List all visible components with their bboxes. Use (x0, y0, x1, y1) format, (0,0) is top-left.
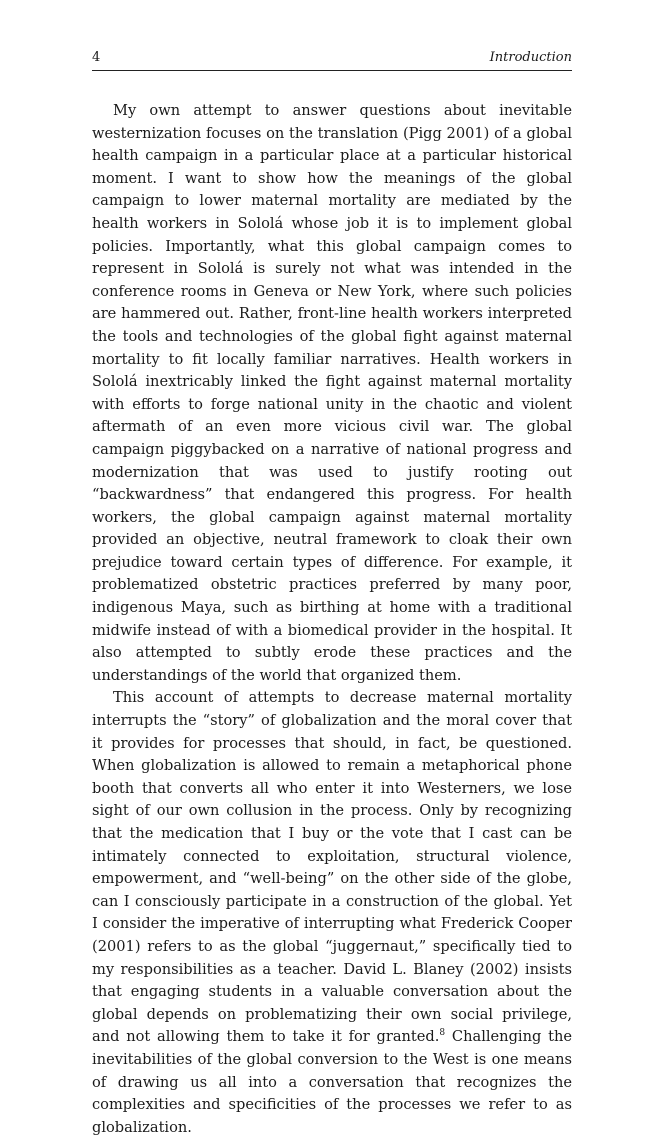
running-head (92, 50, 572, 71)
page-number: 4 (92, 50, 101, 65)
paragraph-2-text-continued: Challenging the inevitabilities of the global conversion to the West is one means of drawing us all into a conversation that recognizes the complexities and specificities of the processes we refer to as globalization. (92, 1028, 572, 1136)
paragraph-2-text: This account of attempts to decrease maternal mortality interrupts the “story” of globalization and the moral cover that it provides for processes that should, in fact, be questioned. When globalization is allowed to remain a metaphorical phone booth that converts all who enter it into Westerners, we lose sight of our own collusion in the process. Only by recognizing that the medication that I buy or the vote that I cast can be intimately connected to exploitation, structural violence, empowerment, and “well-being” on the other side of the globe, can I consciously participate in a construction of the global. Yet I consider the imperative of interrupting what Frederick Cooper (2001) refers to as the global “juggernaut,” specifically tied to my responsibilities as a teacher. David L. Blaney (2002) insists that engaging students in a valuable conversation about the global depends on problematizing their own social privilege, and not allowing them to take it for granted. (92, 689, 572, 1046)
paragraph-1: My own attempt to answer questions about inevitable westernization focuses on the translation (Pigg 2001) of a global health campaign in a particular place at a particular historical moment. I want to show how the meanings of the global campaign to lower maternal mortality are mediated by the health workers in Sololá whose job it is to implement global policies. Importantly, what this global campaign comes to represent in Sololá is surely not what was intended in the conference rooms in Geneva or New York, where such policies are hammered out. Rather, front-line health workers interpreted the tools and technologies of the global fight against maternal mortality to fit locally familiar narratives. Health workers in Sololá inextricably linked the fight against maternal mortality with efforts to forge national unity in the chaotic and violent aftermath of an even more vicious civil war. The global campaign piggybacked on a narrative of national progress and modernization that was used to justify rooting out “backwardness” that endangered this progress. For health workers, the global campaign against maternal mortality provided an objective, neutral framework to cloak their own prejudice toward certain types of difference. For example, it problematized obstetric practices preferred by many poor, indigenous Maya, such as birthing at home with a traditional midwife instead of with a biomedical provider in the hospital. It also attempted to subtly erode these practices and the understandings of the world that organized them. (92, 102, 572, 684)
body-text (92, 100, 572, 1139)
paragraph-2 (92, 687, 572, 1139)
footnote-marker: 8 (439, 1028, 446, 1039)
chapter-title: Introduction (489, 50, 572, 65)
